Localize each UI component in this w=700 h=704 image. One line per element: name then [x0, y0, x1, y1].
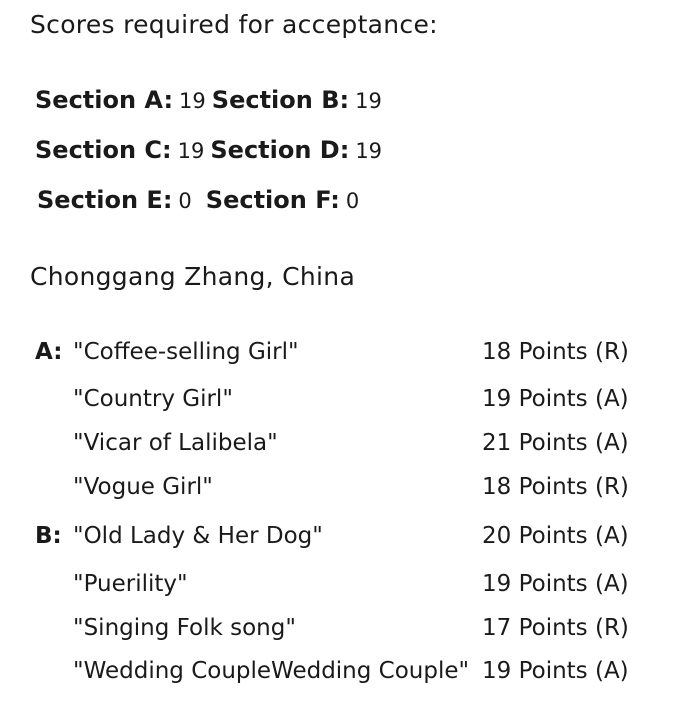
section-d-label: Section D: [210, 136, 350, 164]
entry-points: 19 Points (A) [482, 386, 629, 412]
section-d-score: 19 [355, 139, 383, 163]
entry-points: 18 Points (R) [482, 339, 629, 365]
entry-title: "Singing Folk song" [73, 615, 296, 641]
section-e-score: 0 [178, 189, 192, 213]
entry-title: "Puerility" [73, 571, 188, 597]
scores-heading: Scores required for acceptance: [30, 10, 438, 39]
entry-title: "Vogue Girl" [73, 474, 213, 500]
score-row-ef [37, 186, 359, 214]
entry-row [35, 571, 655, 597]
entry-row [35, 430, 655, 456]
section-b-score: 19 [355, 89, 382, 113]
score-row-cd [35, 136, 382, 164]
section-a-score: 19 [179, 89, 206, 113]
entry-title: "Old Lady & Her Dog" [73, 523, 323, 549]
entry-points: 19 Points (A) [482, 658, 629, 684]
entry-row [35, 339, 655, 365]
entry-row [35, 615, 655, 641]
section-c-score: 19 [177, 139, 205, 163]
photographer-name: Chonggang Zhang, China [30, 262, 356, 291]
entry-title: "Wedding CoupleWedding Couple" [73, 658, 470, 684]
entry-row [35, 658, 655, 684]
entry-points: 20 Points (A) [482, 523, 629, 549]
entry-points: 21 Points (A) [482, 430, 629, 456]
section-a-label: Section A: [35, 86, 174, 114]
entry-points: 19 Points (A) [482, 571, 629, 597]
entry-title: "Vicar of Lalibela" [73, 430, 278, 456]
entry-row [35, 386, 655, 412]
entry-title: "Coffee-selling Girl" [73, 339, 299, 365]
section-c-label: Section C: [35, 136, 172, 164]
entry-row [35, 523, 655, 549]
score-row-ab [35, 86, 382, 114]
section-e-label: Section E: [37, 186, 173, 214]
entry-section: B: [35, 523, 62, 549]
entry-points: 18 Points (R) [482, 474, 629, 500]
section-f-score: 0 [345, 189, 360, 213]
section-f-label: Section F: [205, 186, 340, 214]
section-b-label: Section B: [211, 86, 350, 114]
entry-title: "Country Girl" [73, 386, 233, 412]
entry-points: 17 Points (R) [482, 615, 629, 641]
entry-row [35, 474, 655, 500]
entry-section: A: [35, 339, 63, 365]
